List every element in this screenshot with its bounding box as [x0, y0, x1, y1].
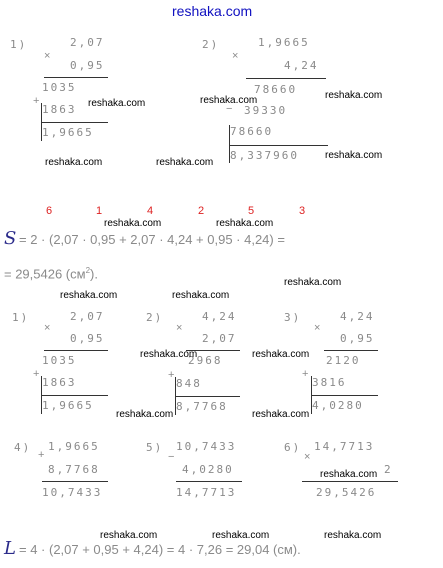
watermark: reshaka.com — [320, 469, 378, 480]
perimeter-variable: L — [4, 538, 16, 559]
multiply-sign: × — [176, 322, 183, 334]
area-formula: = 2 · (2,07 · 0,95 + 2,07 · 4,24 + 0,95 · 4,24) = — [19, 232, 285, 247]
order-mark: 5 — [248, 205, 255, 217]
product-result: 29,5426 — [316, 486, 377, 499]
partial-product: 39330 — [244, 104, 288, 117]
partial-product: 848 — [176, 377, 202, 390]
multiply-sign: × — [304, 451, 311, 463]
watermark: reshaka.com — [88, 98, 146, 109]
watermark: reshaka.com — [212, 530, 270, 541]
addend: 8,7768 — [48, 463, 100, 476]
step-label-1: 1) — [12, 311, 30, 324]
rule — [176, 396, 240, 397]
minuend: 10,7433 — [176, 440, 237, 453]
partial-product: 78660 — [254, 83, 298, 96]
step-label-6: 6) — [284, 441, 302, 454]
watermark: reshaka.com — [156, 157, 214, 168]
order-mark: 6 — [46, 205, 53, 217]
rule — [44, 350, 108, 351]
plus-sign: + — [168, 369, 175, 381]
watermark: reshaka.com — [100, 530, 158, 541]
partial-product: 2120 — [326, 354, 361, 367]
watermark: reshaka.com — [252, 349, 310, 360]
rule — [42, 481, 108, 482]
multiplicand: 2,07 — [70, 36, 105, 49]
product-result: 4,0280 — [312, 399, 364, 412]
rule — [324, 350, 378, 351]
site-watermark: reshaka.com — [172, 3, 253, 19]
multiplicand: 2,07 — [70, 310, 105, 323]
watermark: reshaka.com — [172, 290, 230, 301]
product-result: 1,9665 — [42, 126, 94, 139]
multiply-sign: × — [232, 50, 239, 62]
partial-product: 1035 — [42, 81, 77, 94]
multiplicand: 1,9665 — [258, 36, 310, 49]
partial-product: 78660 — [230, 125, 274, 138]
rule — [230, 145, 328, 146]
multiplier: 4,24 — [284, 59, 319, 72]
perimeter-formula: = 4 · (2,07 + 0,95 + 4,24) = 4 · 7,26 = 29,04 (см). — [19, 542, 301, 557]
step-label-3: 3) — [284, 311, 302, 324]
step-label-1: 1) — [10, 38, 28, 51]
watermark: reshaka.com — [200, 95, 258, 106]
multiplier: 0,95 — [70, 59, 105, 72]
step-label-2: 2) — [146, 311, 164, 324]
subtrahend: 4,0280 — [182, 463, 234, 476]
rule — [176, 481, 242, 482]
step-label-5: 5) — [146, 441, 164, 454]
multiply-sign: × — [44, 322, 51, 334]
watermark: reshaka.com — [140, 349, 198, 360]
watermark: reshaka.com — [216, 218, 274, 229]
multiplicand: 4,24 — [202, 310, 237, 323]
product-result: 8,7768 — [176, 400, 228, 413]
watermark: reshaka.com — [325, 90, 383, 101]
partial-product: 2968 — [188, 354, 223, 367]
partial-product: 1863 — [42, 103, 77, 116]
rule — [44, 77, 108, 78]
rule — [302, 481, 398, 482]
order-mark: 3 — [299, 205, 306, 217]
rule — [42, 122, 108, 123]
multiply-sign: × — [314, 322, 321, 334]
multiplicand: 4,24 — [340, 310, 375, 323]
plus-sign: + — [38, 449, 45, 461]
addend: 1,9665 — [48, 440, 100, 453]
multiplier: 2 — [384, 463, 393, 476]
rule — [312, 395, 378, 396]
product-result: 8,337960 — [230, 149, 299, 162]
watermark: reshaka.com — [324, 530, 382, 541]
sum-result: 10,7433 — [42, 486, 103, 499]
step-label-2: 2) — [202, 38, 220, 51]
watermark: reshaka.com — [252, 409, 310, 420]
multiplicand: 14,7713 — [314, 440, 375, 453]
difference-result: 14,7713 — [176, 486, 237, 499]
plus-sign: + — [33, 95, 40, 107]
area-variable: S — [4, 228, 17, 249]
watermark: reshaka.com — [45, 157, 103, 168]
plus-sign: + — [33, 368, 40, 380]
order-mark: 2 — [198, 205, 205, 217]
rule — [42, 395, 108, 396]
minus-sign: − — [226, 103, 233, 115]
minus-sign: − — [168, 451, 175, 463]
watermark: reshaka.com — [60, 290, 118, 301]
watermark: reshaka.com — [284, 277, 342, 288]
multiplier: 0,95 — [70, 332, 105, 345]
area-result: = 29,5426 $(см^2)$. — [4, 266, 98, 282]
multiply-sign: × — [44, 50, 51, 62]
rule — [246, 78, 326, 79]
watermark: reshaka.com — [325, 150, 383, 161]
plus-sign: + — [302, 368, 309, 380]
watermark: reshaka.com — [104, 218, 162, 229]
partial-product: 1863 — [42, 376, 77, 389]
partial-product: 3816 — [312, 376, 347, 389]
multiplier: 2,07 — [202, 332, 237, 345]
partial-product: 1035 — [42, 354, 77, 367]
order-mark: 4 — [147, 205, 154, 217]
product-result: 1,9665 — [42, 399, 94, 412]
step-label-4: 4) — [14, 441, 32, 454]
order-mark: 1 — [96, 205, 103, 217]
multiplier: 0,95 — [340, 332, 375, 345]
watermark: reshaka.com — [116, 409, 174, 420]
